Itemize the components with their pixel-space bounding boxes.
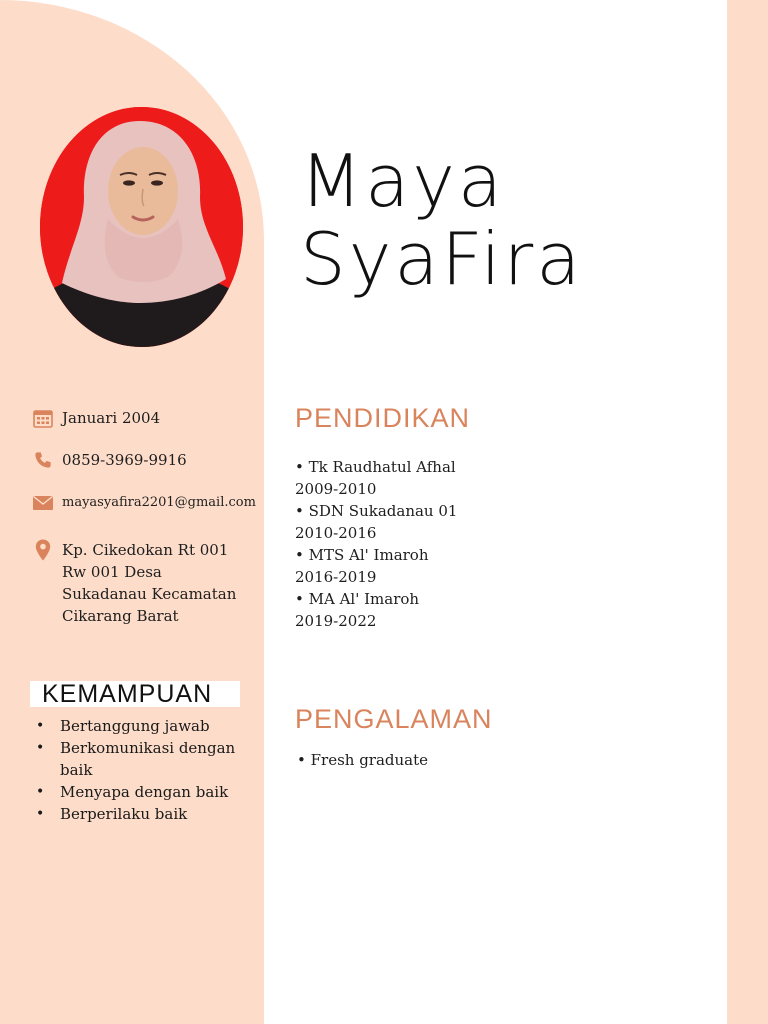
email-address: mayasyafira2201@gmail.com: [62, 495, 256, 510]
list-item: • Berkomunikasi dengan baik: [36, 739, 236, 779]
first-name: Maya: [300, 139, 505, 223]
bullet: •: [36, 718, 45, 734]
list-item: • Fresh graduate: [297, 751, 429, 769]
skills-heading: KEMAMPUAN: [30, 681, 240, 707]
location-pin-icon: [32, 539, 54, 561]
list-item: • MTS Al' Imaroh: [295, 546, 429, 564]
list-item: • MA Al' Imaroh: [295, 590, 420, 608]
contact-birth: [32, 407, 244, 429]
list-item: • Berperilaku baik: [36, 805, 188, 823]
list-item: 2010-2016: [295, 524, 377, 542]
phone-number: 0859-3969-9916: [62, 451, 187, 469]
skills-list: [36, 715, 236, 825]
full-name: [300, 139, 584, 301]
bullet: •: [36, 740, 45, 756]
contact-phone: [32, 449, 244, 471]
education-heading: PENDIDIKAN: [295, 403, 471, 433]
last-name: SyaFira: [300, 217, 584, 301]
list-item: 2019-2022: [295, 612, 377, 630]
bullet: •: [36, 806, 45, 822]
list-item: • Tk Raudhatul Afhal: [295, 458, 456, 476]
address: Kp. Cikedokan Rt 001 Rw 001 Desa Sukadanau Kecamatan Cikarang Barat: [62, 541, 237, 625]
list-item: • SDN Sukadanau 01: [295, 502, 458, 520]
list-item: 2016-2019: [295, 568, 377, 586]
phone-icon: [32, 449, 54, 471]
list-item: 2009-2010: [295, 480, 377, 498]
contact-email: [32, 492, 256, 514]
bullet: •: [36, 784, 45, 800]
list-item: • Menyapa dengan baik: [36, 783, 229, 801]
list-item: • Bertanggung jawab: [36, 717, 210, 735]
birth-date: Januari 2004: [62, 409, 161, 427]
contact-address: [32, 539, 244, 627]
profile-photo: [40, 107, 243, 347]
mail-icon: [32, 492, 54, 514]
calendar-icon: [32, 407, 54, 429]
education-list: [295, 456, 457, 632]
right-decorative-strip: [727, 0, 768, 1024]
experience-heading: PENGALAMAN: [295, 704, 493, 734]
experience-list: [297, 749, 428, 771]
